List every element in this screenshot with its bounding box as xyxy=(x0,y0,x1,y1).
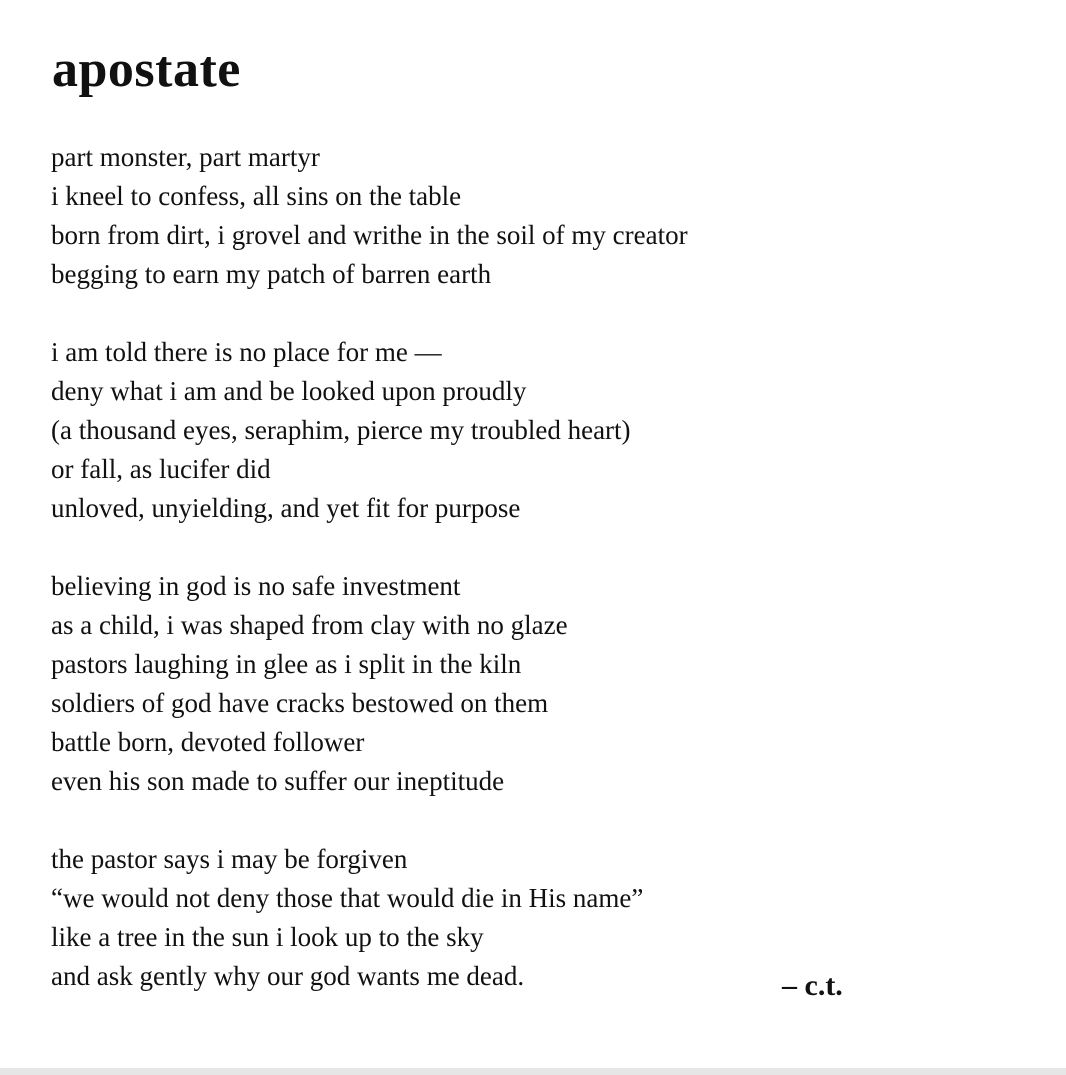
bottom-divider xyxy=(0,1068,1066,1075)
poem-line: i kneel to confess, all sins on the table xyxy=(51,181,462,211)
poem-line: believing in god is no safe investment xyxy=(51,571,461,601)
author-signature: – c.t. xyxy=(782,969,843,1002)
poem-line: soldiers of god have cracks bestowed on them xyxy=(51,688,549,718)
poem-line: “we would not deny those that would die in His name” xyxy=(51,883,644,913)
poem-line: begging to earn my patch of barren earth xyxy=(51,259,492,289)
poem-line: pastors laughing in glee as i split in the kiln xyxy=(51,649,522,679)
poem-line: even his son made to suffer our ineptitude xyxy=(51,766,505,796)
poem-line: i am told there is no place for me — xyxy=(51,337,442,367)
poem-line: part monster, part martyr xyxy=(51,142,320,172)
poem-line: battle born, devoted follower xyxy=(51,727,365,757)
poem-body xyxy=(51,138,811,1035)
poem-line: (a thousand eyes, seraphim, pierce my troubled heart) xyxy=(51,415,631,445)
poem-line: like a tree in the sun i look up to the sky xyxy=(51,922,484,952)
stanza-3 xyxy=(51,567,811,801)
poem-line: or fall, as lucifer did xyxy=(51,454,271,484)
poem-line: as a child, i was shaped from clay with no glaze xyxy=(51,610,568,640)
poem-line: and ask gently why our god wants me dead. xyxy=(51,961,525,991)
poem-title: apostate xyxy=(52,41,241,98)
poem-line: deny what i am and be looked upon proudly xyxy=(51,376,527,406)
stanza-1 xyxy=(51,138,811,294)
poem-line: unloved, unyielding, and yet fit for purpose xyxy=(51,493,521,523)
poem-line: born from dirt, i grovel and writhe in the soil of my creator xyxy=(51,220,688,250)
poem-line: the pastor says i may be forgiven xyxy=(51,844,408,874)
stanza-4 xyxy=(51,840,811,996)
stanza-2 xyxy=(51,333,811,528)
